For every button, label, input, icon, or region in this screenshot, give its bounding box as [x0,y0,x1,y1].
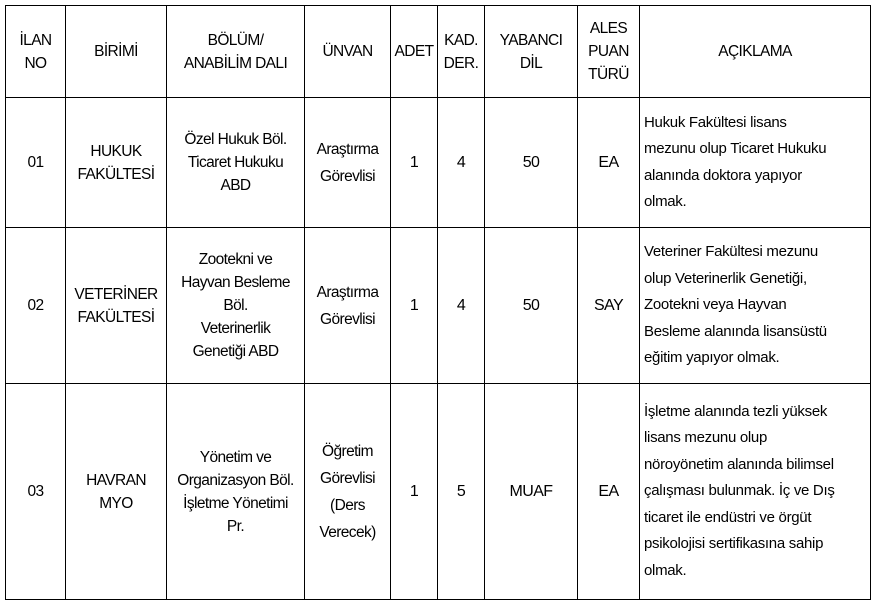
table-row [6,228,871,384]
header-ilan-no: İLAN NO [6,6,66,98]
cell-aciklama: İşletme alanında tezli yüksek lisans mezunu olup nöroyönetim alanında bilimsel çalışması bulunmak. İç ve Dış ticaret ile endüstri ve örgüt psikolojisi sertifikasına sahip olmak. [640,384,871,600]
table-row [6,98,871,228]
cell-kad-der: 4 [438,228,485,384]
header-ales: ALES PUAN TÜRÜ [578,6,640,98]
cell-ales: EA [578,384,640,600]
header-adet: ADET [391,6,438,98]
header-unvan: ÜNVAN [305,6,391,98]
cell-kad-der: 4 [438,98,485,228]
header-kad-der: KAD. DER. [438,6,485,98]
cell-ilan-no: 01 [6,98,66,228]
cell-bolum: Zootekni ve Hayvan Besleme Böl. Veterinerlik Genetiği ABD [167,228,305,384]
cell-ilan-no: 03 [6,384,66,600]
cell-birimi: VETERİNER FAKÜLTESİ [66,228,167,384]
cell-yabanci-dil: MUAF [485,384,578,600]
cell-ales: EA [578,98,640,228]
header-aciklama: AÇIKLAMA [640,6,871,98]
cell-yabanci-dil: 50 [485,228,578,384]
cell-aciklama: Veteriner Fakültesi mezunu olup Veterinerlik Genetiği, Zootekni veya Hayvan Besleme alanında lisansüstü eğitim yapıyor olmak. [640,228,871,384]
header-yabanci-dil: YABANCI DİL [485,6,578,98]
cell-adet: 1 [391,228,438,384]
cell-bolum: Yönetim ve Organizasyon Böl. İşletme Yönetimi Pr. [167,384,305,600]
cell-adet: 1 [391,384,438,600]
table-row [6,384,871,600]
cell-yabanci-dil: 50 [485,98,578,228]
cell-ales: SAY [578,228,640,384]
cell-adet: 1 [391,98,438,228]
cell-bolum: Özel Hukuk Böl. Ticaret Hukuku ABD [167,98,305,228]
cell-birimi: HAVRAN MYO [66,384,167,600]
cell-unvan: Araştırma Görevlisi [305,98,391,228]
cell-birimi: HUKUK FAKÜLTESİ [66,98,167,228]
header-birimi: BİRİMİ [66,6,167,98]
cell-ilan-no: 02 [6,228,66,384]
job-listing-table [5,5,871,600]
cell-unvan: Araştırma Görevlisi [305,228,391,384]
header-bolum: BÖLÜM/ ANABİLİM DALI [167,6,305,98]
cell-unvan: Öğretim Görevlisi (Ders Verecek) [305,384,391,600]
cell-kad-der: 5 [438,384,485,600]
table-header-row [6,6,871,98]
cell-aciklama: Hukuk Fakültesi lisans mezunu olup Ticaret Hukuku alanında doktora yapıyor olmak. [640,98,871,228]
